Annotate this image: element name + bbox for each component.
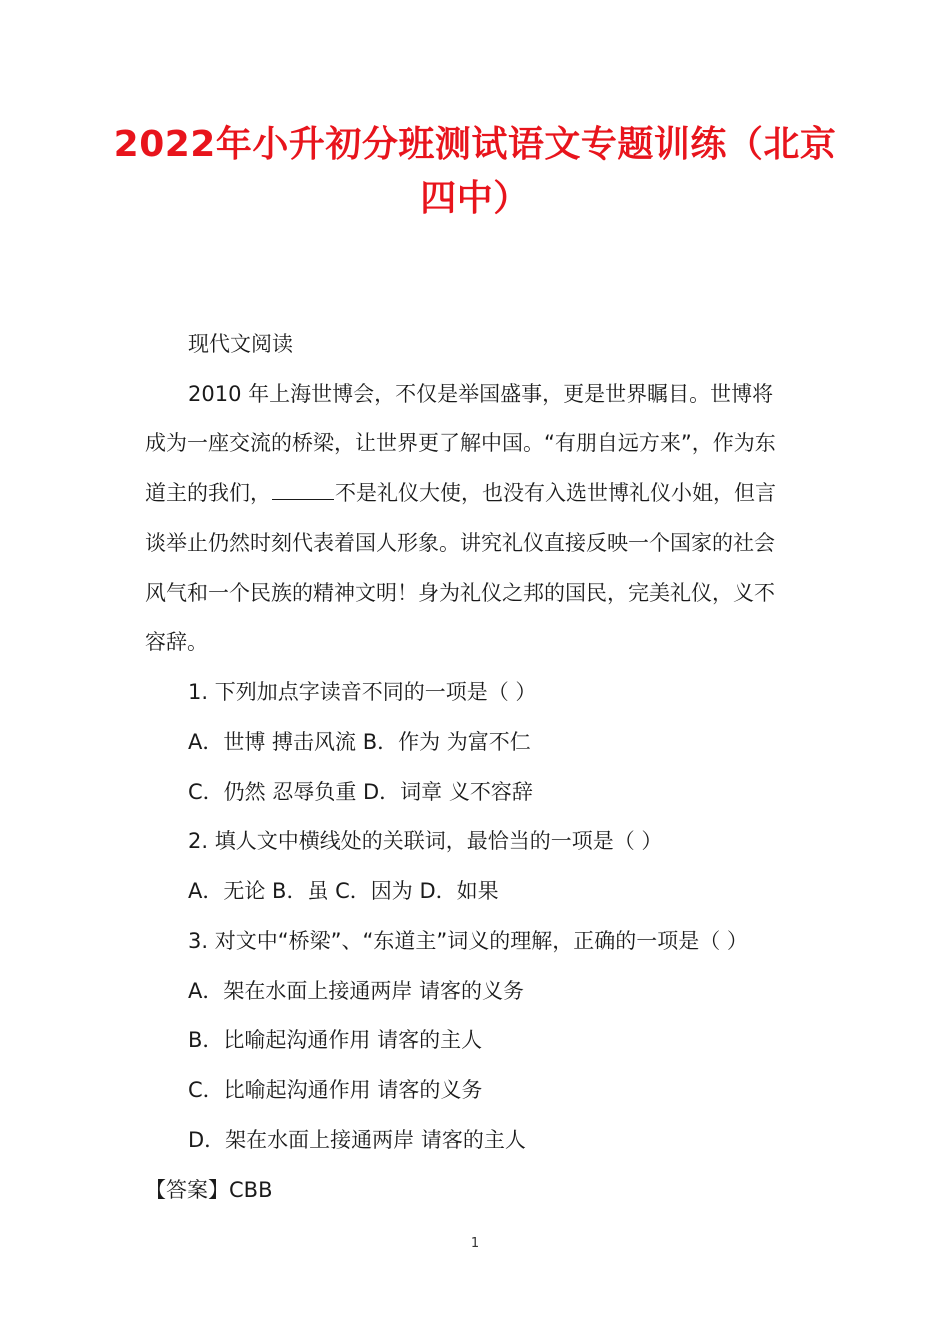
question-1-stem: 1. 下列加点字读音不同的一项是（ ） bbox=[188, 680, 537, 704]
question-2-options: A．无论 B．虽 C．因为 D．如果 bbox=[188, 879, 499, 903]
passage-line-3-end: 不是礼仪大使，也没有入选世博礼仪小姐，但言 bbox=[335, 481, 776, 505]
title-line-2: 四中） bbox=[420, 178, 530, 219]
passage-line-4: 谈举止仍然时刻代表着国人形象。讲究礼仪直接反映一个国家的社会 bbox=[145, 531, 775, 555]
question-2-stem: 2. 填人文中横线处的关联词，最恰当的一项是（ ） bbox=[188, 829, 663, 853]
title-line-1: 2022年小升初分班测试语文专题训练（北京 bbox=[113, 124, 837, 165]
section-heading: 现代文阅读 bbox=[188, 332, 293, 356]
question-3-option-c: C．比喻起沟通作用 请客的义务 bbox=[188, 1078, 483, 1102]
passage-line-3-start: 道主的我们， bbox=[145, 481, 271, 505]
question-1-options-ab: A．世博 搏击风流 B．作为 为富不仁 bbox=[188, 730, 531, 754]
answer-key: 【答案】CBB bbox=[145, 1178, 273, 1202]
passage-line-3 bbox=[145, 478, 776, 508]
question-3-option-b: B．比喻起沟通作用 请客的主人 bbox=[188, 1028, 483, 1052]
question-1-options-cd: C．仍然 忍辱负重 D．词章 义不容辞 bbox=[188, 780, 533, 804]
passage-line-2: 成为一座交流的桥梁，让世界更了解中国。“有朋自远方来”，作为东 bbox=[145, 431, 776, 455]
question-3-option-d: D．架在水面上接通两岸 请客的主人 bbox=[188, 1128, 526, 1152]
fill-in-blank bbox=[272, 479, 334, 500]
question-3-stem: 3. 对文中“桥梁”、“东道主”词义的理解，正确的一项是（ ） bbox=[188, 929, 748, 953]
document-title bbox=[100, 118, 850, 226]
page-number: 1 bbox=[470, 1236, 480, 1251]
passage-line-6: 容辞。 bbox=[145, 630, 208, 654]
passage-line-1: 2010 年上海世博会，不仅是举国盛事，更是世界瞩目。世博将 bbox=[188, 382, 774, 406]
passage-line-5: 风气和一个民族的精神文明！身为礼仪之邦的国民，完美礼仪，义不 bbox=[145, 581, 775, 605]
question-3-option-a: A．架在水面上接通两岸 请客的义务 bbox=[188, 979, 525, 1003]
